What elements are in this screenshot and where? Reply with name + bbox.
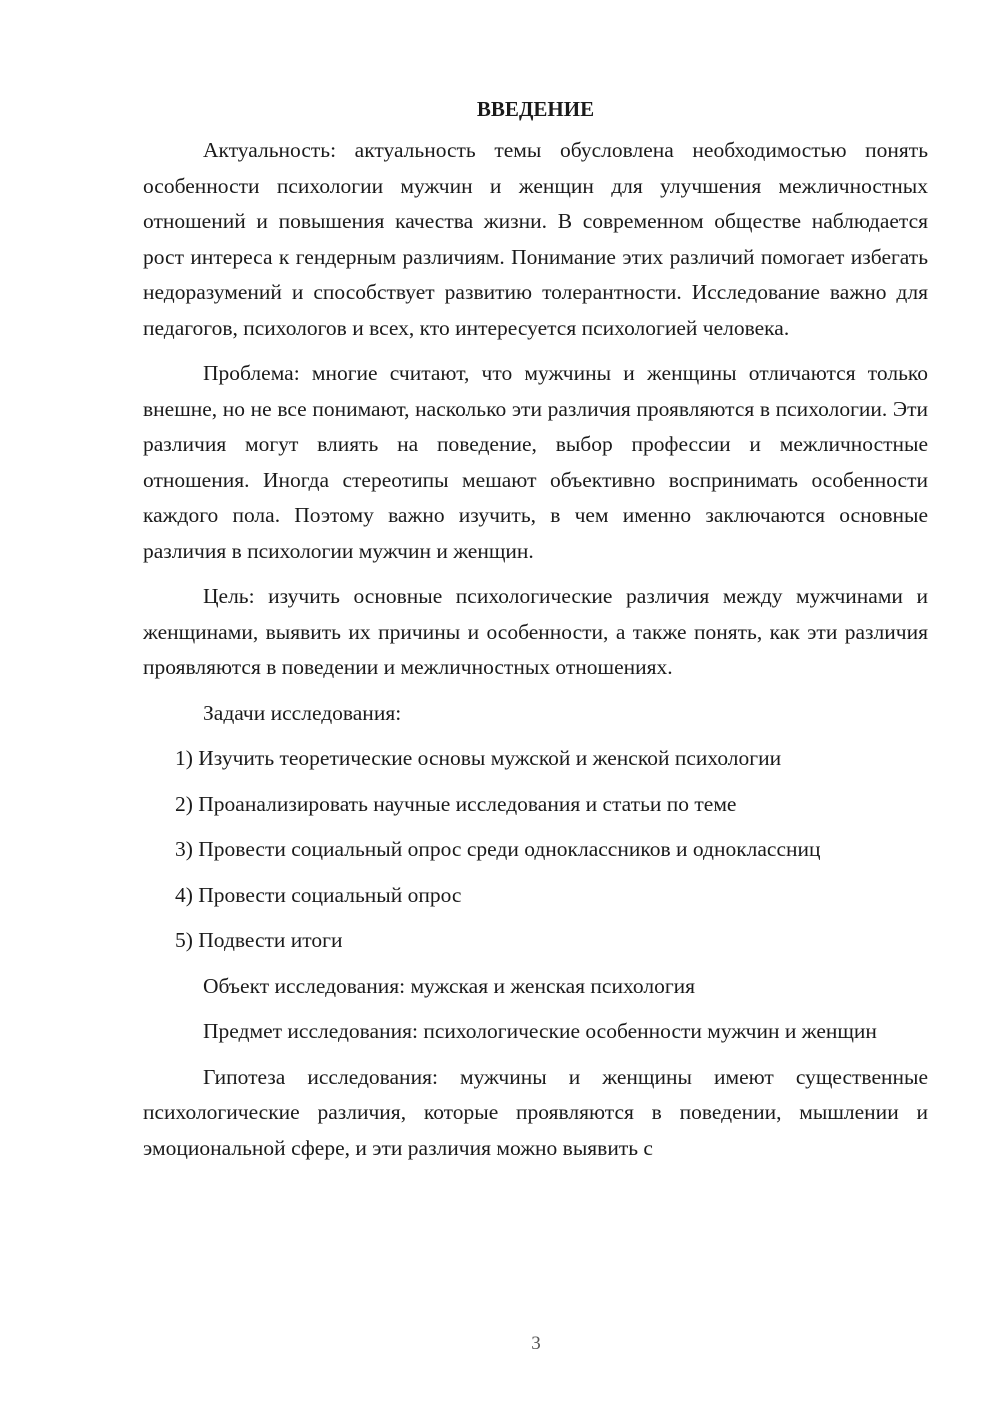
list-item: 4) Провести социальный опрос	[175, 882, 462, 907]
list-item: 3) Провести социальный опрос среди одноклассников и одноклассниц	[175, 837, 821, 861]
problem-paragraph: Проблема: многие считают, что мужчины и женщины отличаются только внешне, но не все понимают, насколько эти различия проявляются в психологии. Эти различия могут влиять на поведение, выбор профессии и межличностные отношения. Иногда стереотипы мешают объективно воспринимать особенности каждого пола. Поэтому важно изучить, в чем именно заключаются основные различия в психологии мужчин и женщин.	[143, 361, 928, 563]
tasks-heading: Задачи исследования:	[203, 700, 402, 725]
subject-paragraph: Предмет исследования: психологические особенности мужчин и женщин	[203, 1019, 877, 1043]
goal-paragraph: Цель: изучить основные психологические различия между мужчинами и женщинами, выявить их причины и особенности, а также понять, как эти различия проявляются в поведении и межличностных отношениях.	[143, 584, 928, 679]
list-item: 5) Подвести итоги	[175, 928, 343, 952]
page-number: 3	[531, 1333, 541, 1354]
relevance-paragraph: Актуальность: актуальность темы обусловлена необходимостью понять особенности психологии мужчин и женщин для улучшения межличностных отношений и повышения качества жизни. В современном обществе наблюдается рост интереса к гендерным различиям. Понимание этих различий помогает избегать недоразумений и способствует развитию толерантности. Исследование важно для педагогов, психологов и всех, кто интересуется психологией человека.	[143, 138, 928, 340]
object-paragraph: Объект исследования: мужская и женская психология	[203, 973, 696, 998]
list-item: 2) Проанализировать научные исследования и статьи по теме	[175, 791, 737, 816]
document-page	[143, 92, 928, 1166]
tasks-list	[143, 741, 928, 959]
page-title: ВВЕДЕНИЕ	[476, 97, 595, 121]
hypothesis-paragraph: Гипотеза исследования: мужчины и женщины имеют существенные психологические различия, которые проявляются в поведении, мышлении и эмоциональной сфере, и эти различия можно выявить с	[143, 1064, 928, 1160]
list-item: 1) Изучить теоретические основы мужской и женской психологии	[175, 746, 782, 770]
